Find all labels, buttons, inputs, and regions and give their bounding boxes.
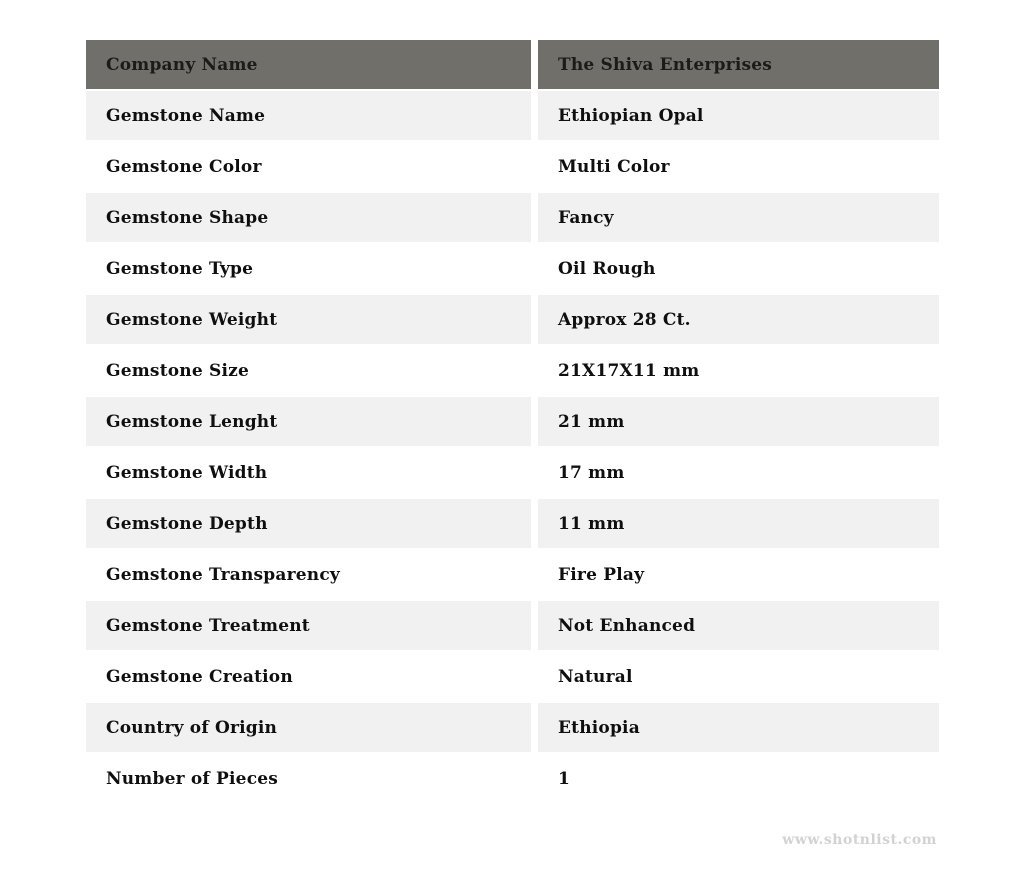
row-label: Gemstone Width — [106, 462, 268, 483]
table-row — [86, 754, 939, 803]
table-row — [86, 601, 939, 650]
table-row — [86, 448, 939, 497]
row-value: Not Enhanced — [538, 601, 939, 650]
row-label: Gemstone Type — [106, 258, 254, 279]
row-value: 1 — [558, 768, 571, 789]
table-header-row — [86, 40, 939, 89]
row-value: Natural — [558, 666, 633, 687]
row-label: Gemstone Depth — [86, 499, 531, 548]
row-label: Gemstone Lenght — [86, 397, 531, 446]
header-label-cell: Company Name — [86, 40, 531, 89]
row-value: 17 mm — [558, 462, 625, 483]
row-value: Ethiopian Opal — [538, 91, 939, 140]
row-value: Ethiopia — [538, 703, 939, 752]
table-row — [86, 91, 939, 140]
row-value: Oil Rough — [558, 258, 656, 279]
row-label: Gemstone Shape — [86, 193, 531, 242]
row-value: 11 mm — [538, 499, 939, 548]
row-label: Gemstone Weight — [86, 295, 531, 344]
table-row — [86, 397, 939, 446]
table-row — [86, 703, 939, 752]
row-label: Gemstone Color — [106, 156, 262, 177]
gemstone-spec-table — [86, 40, 939, 805]
row-label: Country of Origin — [86, 703, 531, 752]
row-value: Multi Color — [558, 156, 670, 177]
table-row — [86, 652, 939, 701]
table-row — [86, 295, 939, 344]
site-watermark: www.shotnlist.com — [782, 832, 937, 848]
row-value: Fancy — [538, 193, 939, 242]
row-label: Number of Pieces — [106, 768, 279, 789]
table-row — [86, 193, 939, 242]
row-label: Gemstone Creation — [106, 666, 293, 687]
table-row — [86, 550, 939, 599]
table-row — [86, 346, 939, 395]
row-value: Fire Play — [558, 564, 645, 585]
row-value: Approx 28 Ct. — [538, 295, 939, 344]
row-label: Gemstone Transparency — [106, 564, 340, 585]
table-row — [86, 499, 939, 548]
table-row — [86, 244, 939, 293]
row-value: 21X17X11 mm — [558, 360, 700, 381]
table-row — [86, 142, 939, 191]
row-label: Gemstone Treatment — [86, 601, 531, 650]
row-label: Gemstone Name — [86, 91, 531, 140]
header-value-cell: The Shiva Enterprises — [538, 40, 939, 89]
row-label: Gemstone Size — [106, 360, 249, 381]
row-value: 21 mm — [538, 397, 939, 446]
